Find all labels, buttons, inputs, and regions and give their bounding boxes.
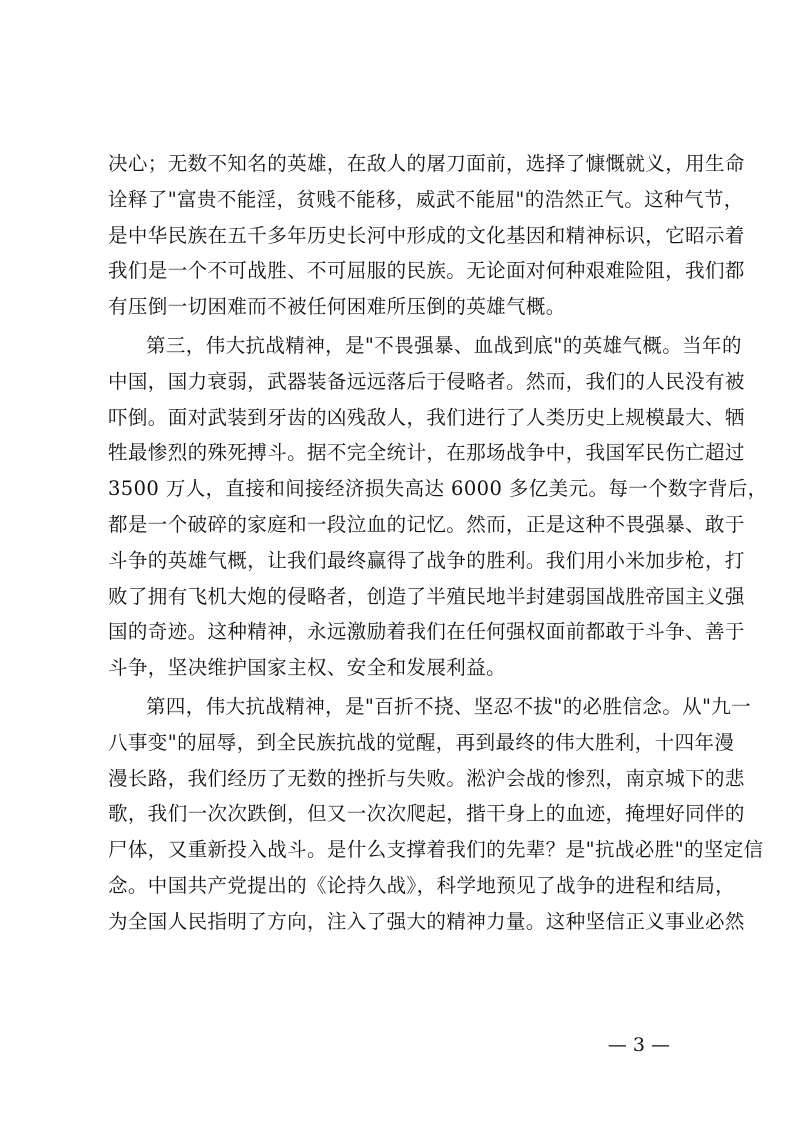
text-line: 都是一个破碎的家庭和一段泣血的记忆。然而，正是这种不畏强暴、敢于 bbox=[108, 512, 745, 536]
text-line: 歌，我们一次次跌倒，但又一次次爬起，揩干身上的血迹，掩埋好同伴的 bbox=[108, 802, 745, 826]
text-line: 国的奇迹。这种精神，永远激励着我们在任何强权面前都敢于斗争、善于 bbox=[108, 620, 745, 644]
body-text bbox=[108, 146, 768, 940]
text-line: 八事变"的屈辱，到全民族抗战的觉醒，再到最终的伟大胜利，十四年漫 bbox=[108, 730, 735, 754]
text-line: 斗争，坚决维护国家主权、安全和发展利益。 bbox=[108, 656, 507, 680]
text-line: 斗争的英雄气概，让我们最终赢得了战争的胜利。我们用小米加步枪，打 bbox=[108, 548, 745, 572]
paragraph-start-line: 第四，伟大抗战精神，是"百折不挠、坚忍不拔"的必胜信念。从"九一 bbox=[146, 694, 752, 718]
text-line: 中国，国力衰弱，武器装备远远落后于侵略者。然而，我们的人民没有被 bbox=[108, 369, 745, 393]
text-line: 3500 万人，直接和间接经济损失高达 6000 多亿美元。每一个数字背后， bbox=[108, 477, 768, 501]
paragraph-start-line: 第三，伟大抗战精神，是"不畏强暴、血战到底"的英雄气概。当年的 bbox=[146, 333, 742, 357]
text-line: 为全国人民指明了方向，注入了强大的精神力量。这种坚信正义事业必然 bbox=[108, 909, 745, 933]
page-number: — 3 — bbox=[607, 1034, 670, 1056]
text-line: 尸体，又重新投入战斗。是什么支撑着我们的先辈？是"抗战必胜"的坚定信 bbox=[108, 838, 764, 862]
text-line: 我们是一个不可战胜、不可屈服的民族。无论面对何种艰难险阻，我们都 bbox=[108, 259, 745, 283]
text-line: 吓倒。面对武装到牙齿的凶残敌人，我们进行了人类历史上规模最大、牺 bbox=[108, 405, 745, 429]
text-line: 漫长路，我们经历了无数的挫折与失败。淞沪会战的惨烈，南京城下的悲 bbox=[108, 766, 745, 790]
text-line: 败了拥有飞机大炮的侵略者，创造了半殖民地半封建弱国战胜帝国主义强 bbox=[108, 584, 745, 608]
text-line: 决心；无数不知名的英雄，在敌人的屠刀面前，选择了慷慨就义，用生命 bbox=[108, 152, 745, 175]
text-line: 有压倒一切困难而不被任何困难所压倒的英雄气概。 bbox=[108, 295, 566, 319]
text-line: 是中华民族在五千多年历史长河中形成的文化基因和精神标识，它昭示着 bbox=[108, 223, 745, 247]
text-line: 牲最惨烈的殊死搏斗。据不完全统计，在那场战争中，我国军民伤亡超过 bbox=[108, 441, 745, 465]
text-line: 念。中国共产党提出的《论持久战》，科学地预见了战争的进程和结局， bbox=[108, 873, 736, 897]
text-line: 诠释了"富贵不能淫，贫贱不能移，威武不能屈"的浩然正气。这种气节， bbox=[108, 187, 744, 211]
